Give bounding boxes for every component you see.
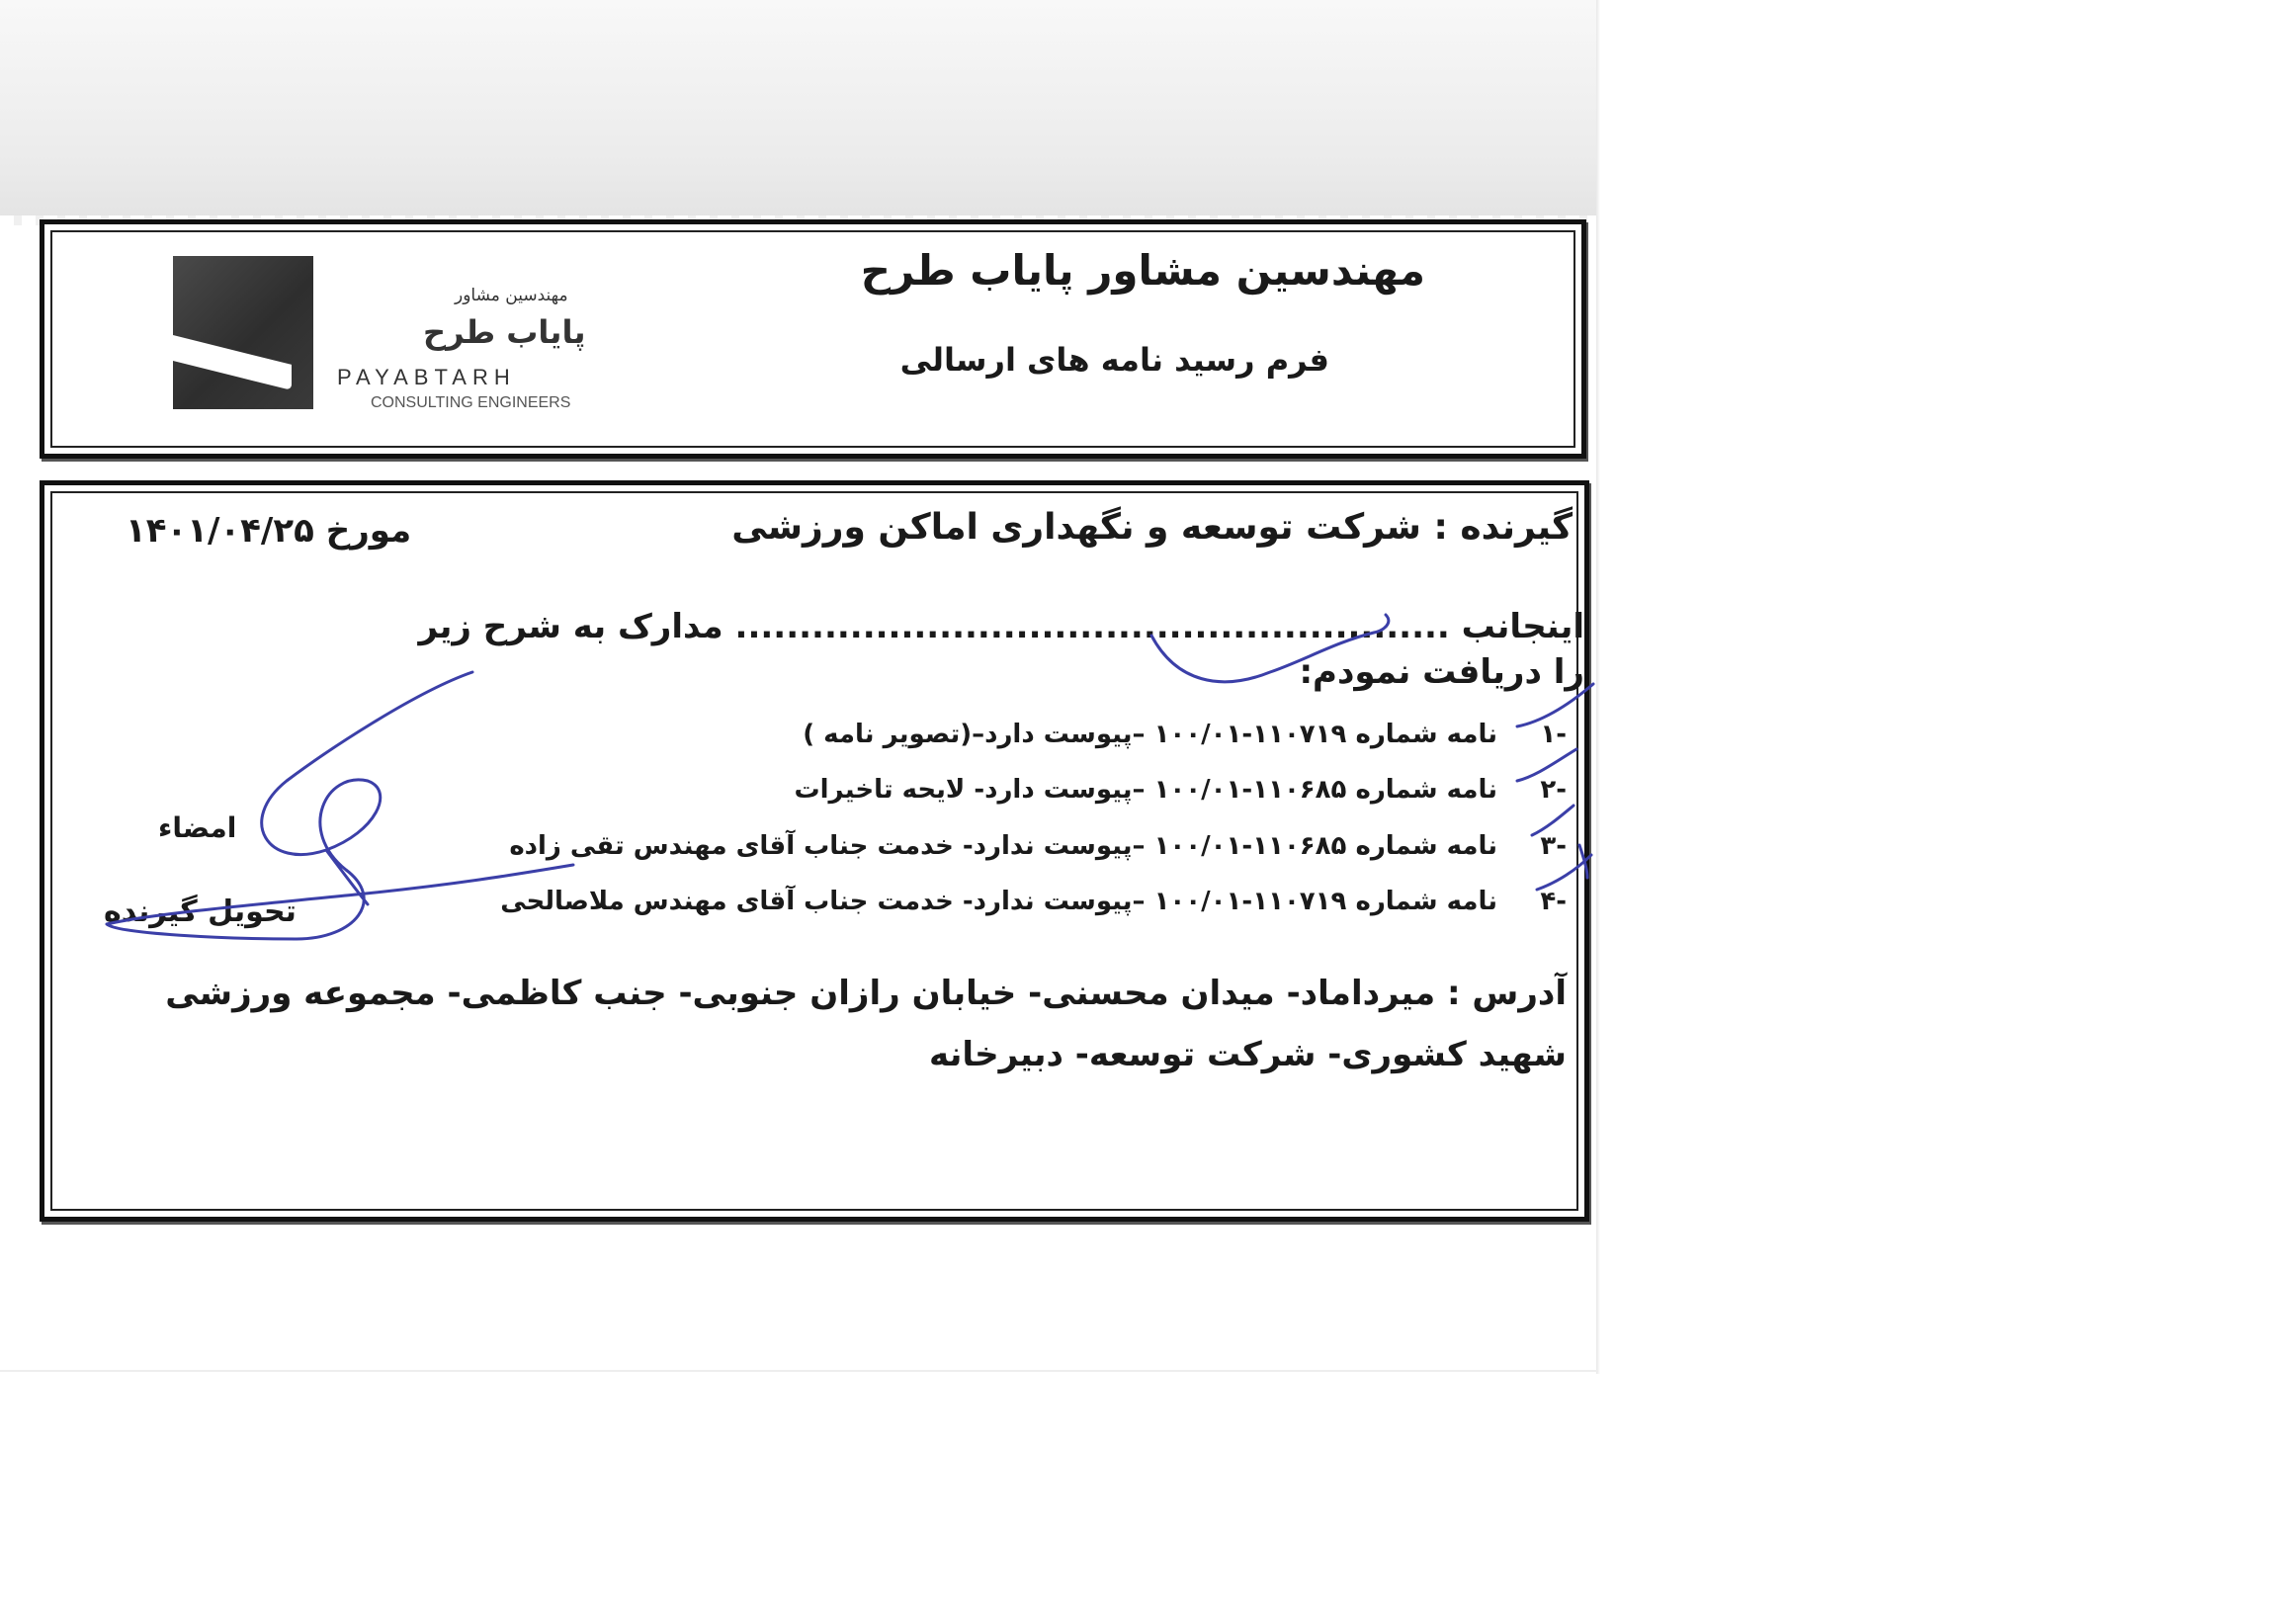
scan-shadow-top [0, 0, 1598, 219]
logo-text-fa-big: پایاب طرح [423, 313, 586, 351]
recipient-line: گیرنده : شرکت توسعه و نگهداری اماکن ورزشی [731, 507, 1573, 548]
scan-edge-bottom [0, 1370, 1598, 1372]
payabtarh-logo-mark-icon [173, 256, 313, 409]
item-number: -۴ [1540, 887, 1567, 916]
item-number: -۱ [1540, 720, 1567, 749]
list-item: نامه شماره ۱۱۰۶۸۵-۱۰۰/۰۱ –پیوست ندارد- خدمت جناب آقای مهندس تقی زاده [509, 831, 1497, 861]
logo-text-en-sub: CONSULTING ENGINEERS [371, 394, 571, 411]
list-item: نامه شماره ۱۱۰۷۱۹-۱۰۰/۰۱ –پیوست ندارد- خدمت جناب آقای مهندس ملاصالحی [500, 887, 1497, 916]
receiver-label: تحویل گیرنده [104, 895, 297, 929]
receipt-frame [40, 480, 1589, 1222]
item-number: -۳ [1540, 831, 1567, 861]
logo-text-en: PAYABTARH [337, 365, 516, 389]
scan-edge-right [1596, 0, 1600, 1374]
signature-label: امضاء [158, 811, 237, 844]
list-item: نامه شماره ۱۱۰۶۸۵-۱۰۰/۰۱ –پیوست دارد- لایحه تاخیرات [794, 775, 1497, 805]
company-title: مهندسین مشاور پایاب طرح [860, 246, 1425, 295]
date-line: مورخ ۱۴۰۱/۰۴/۲۵ [126, 511, 412, 551]
list-item: نامه شماره ۱۱۰۷۱۹-۱۰۰/۰۱ –پیوست دارد–(تصویر نامه ) [803, 720, 1497, 749]
address-text: آدرس : میرداماد- میدان محسنی- خیابان رازان جنوبی- جنب کاظمی- مجموعه ورزشی شهید کشوری- شرکت توسعه- دبیرخانه [165, 974, 1567, 1074]
header-frame [40, 219, 1586, 459]
logo-text-fa-small: مهندسین مشاور [455, 286, 568, 305]
intro-line: اینجانب ........................................................ مدارک به شرح زیر را دریافت نمودم: [418, 607, 1584, 692]
form-title: فرم رسید نامه های ارسالی [899, 341, 1329, 379]
item-number: -۲ [1540, 775, 1567, 805]
